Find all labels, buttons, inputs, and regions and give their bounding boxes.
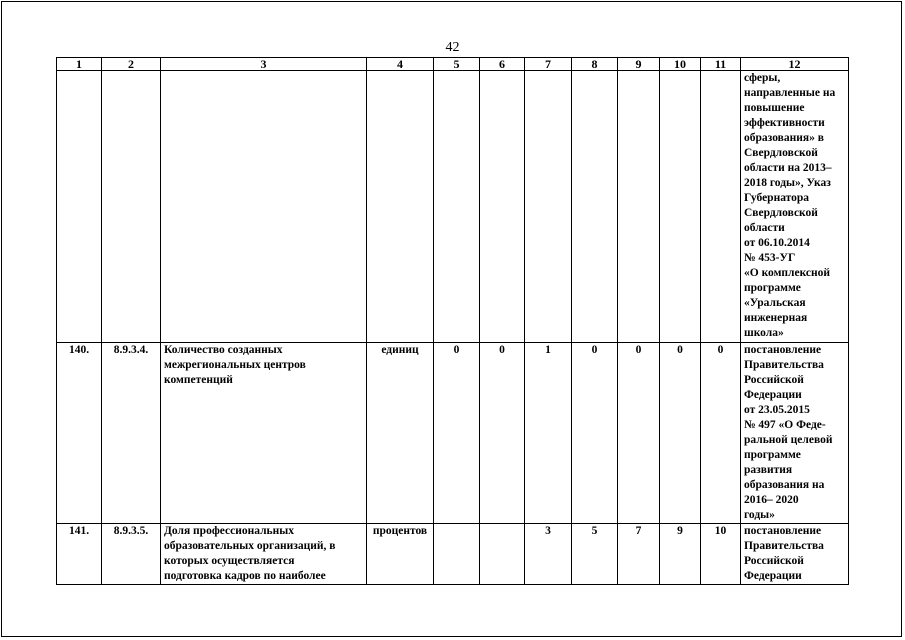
column-header: 2 [102,58,161,71]
row-code: 8.9.3.5. [102,524,161,585]
column-header: 4 [367,58,434,71]
value-col-9: 7 [618,524,660,585]
value-col-7: 3 [525,524,572,585]
column-header: 12 [741,58,849,71]
column-header: 11 [701,58,741,71]
column-header: 5 [434,58,480,71]
value-col-7 [525,71,572,343]
value-col-10 [660,71,701,343]
table-row [57,524,849,585]
value-col-6 [480,71,525,343]
value-col-11: 0 [701,343,741,524]
value-col-8: 0 [572,343,618,524]
indicator-name: Доля профессиональных образовательных организаций, в которых осуществляется подготовка кадров по наиболее [161,524,367,585]
value-col-5 [434,71,480,343]
column-header: 1 [57,58,102,71]
value-col-7: 1 [525,343,572,524]
column-number-row [57,58,849,71]
row-number [57,71,102,343]
value-col-6 [480,524,525,585]
value-col-10: 0 [660,343,701,524]
legal-basis: постановление Правительства Российской Федерации от 23.05.2015 № 497 «О Феде- ральной целевой программе развития образования на 2016– 2020 годы» [741,343,849,524]
column-header: 9 [618,58,660,71]
row-code [102,71,161,343]
row-code: 8.9.3.4. [102,343,161,524]
row-number: 141. [57,524,102,585]
row-number: 140. [57,343,102,524]
value-col-5 [434,524,480,585]
value-col-10: 9 [660,524,701,585]
table-row [57,71,849,343]
value-col-6: 0 [480,343,525,524]
legal-basis: сферы, направленные на повышение эффективности образования» в Свердловской области на 2013– 2018 годы», Указ Губернатора Свердловской области от 06.10.2014 № 453-УГ «О комплексной программе «Уральская инженерная школа» [741,71,849,343]
column-header: 8 [572,58,618,71]
value-col-11: 10 [701,524,741,585]
value-col-11 [701,71,741,343]
value-col-5: 0 [434,343,480,524]
page-number: 42 [445,40,460,55]
value-col-8 [572,71,618,343]
value-col-9 [618,71,660,343]
indicators-table [56,57,849,585]
column-header: 6 [480,58,525,71]
column-header: 10 [660,58,701,71]
indicator-name: Количество созданных межрегиональных центров компетенций [161,343,367,524]
column-header: 7 [525,58,572,71]
table-row [57,343,849,524]
value-col-8: 5 [572,524,618,585]
unit [367,71,434,343]
unit: единиц [367,343,434,524]
column-header: 3 [161,58,367,71]
unit: процентов [367,524,434,585]
value-col-9: 0 [618,343,660,524]
indicator-name [161,71,367,343]
legal-basis: постановление Правительства Российской Федерации [741,524,849,585]
